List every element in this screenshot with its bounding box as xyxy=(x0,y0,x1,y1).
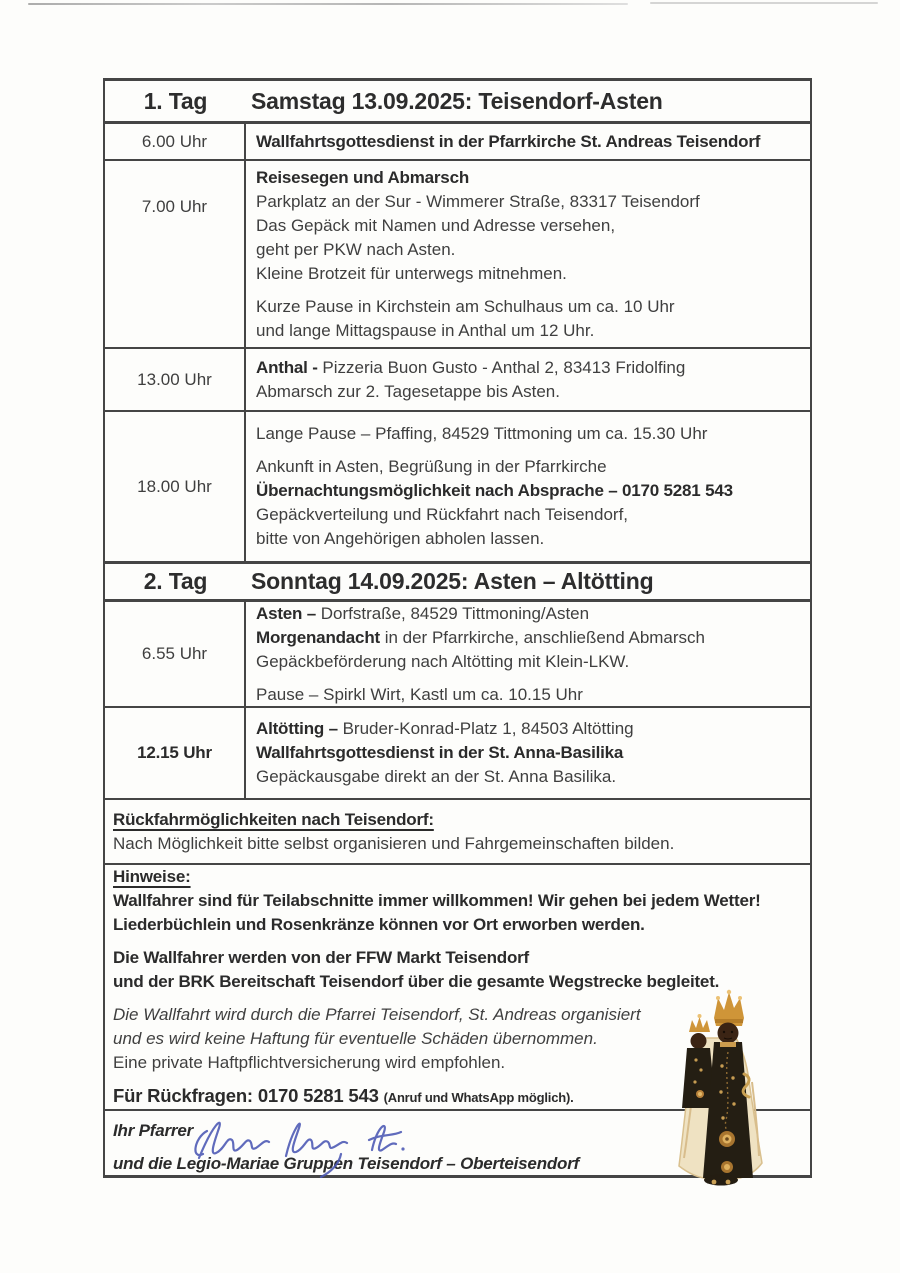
text-segment: Altötting – xyxy=(256,719,338,738)
text-segment: Morgenandacht xyxy=(256,627,380,647)
text-segment: Ihr Pfarrer xyxy=(113,1121,194,1140)
time-cell xyxy=(105,349,246,410)
section-text-line xyxy=(113,808,804,832)
paragraph xyxy=(256,356,804,404)
section-text-line xyxy=(113,946,804,970)
section-text-line xyxy=(113,832,804,856)
schedule-cell xyxy=(246,161,810,347)
text-segment: Die Wallfahrt wird durch die Pfarrei Teisendorf, St. Andreas organisiert xyxy=(113,1004,641,1024)
text-segment: Dorfstraße, 84529 Tittmoning/Asten xyxy=(316,603,590,623)
schedule-text-line xyxy=(256,765,804,789)
scan-artifact-line xyxy=(28,3,628,5)
day-number: 2. Tag xyxy=(143,568,208,594)
text-segment: Kleine Brotzeit für unterwegs mitnehmen. xyxy=(256,263,567,283)
day-header-row xyxy=(105,81,810,121)
time-label: 6.55 Uhr xyxy=(141,644,208,663)
paragraph xyxy=(256,717,804,789)
schedule-text-line xyxy=(256,527,804,551)
schedule-text-line xyxy=(256,130,804,154)
text-segment: Anthal - xyxy=(256,357,318,377)
time-cell xyxy=(105,161,246,347)
text-segment: Das Gepäck mit Namen und Adresse versehen, xyxy=(256,215,616,235)
time-cell xyxy=(105,412,246,561)
day-title: Samstag 13.09.2025: Teisendorf-Asten xyxy=(251,87,663,114)
black-madonna-statue-image xyxy=(672,986,770,1186)
schedule-text-line xyxy=(256,319,804,343)
section-row xyxy=(105,798,810,863)
time-label: 12.15 Uhr xyxy=(137,743,212,762)
schedule-text-line xyxy=(256,380,804,404)
text-segment: Wallfahrer sind für Teilabschnitte immer willkommen! Wir gehen bei jedem Wetter! xyxy=(113,890,761,910)
schedule-text-line xyxy=(256,650,804,674)
time-label: 18.00 Uhr xyxy=(137,476,212,496)
paragraph xyxy=(256,130,804,154)
paragraph xyxy=(113,865,804,937)
text-segment: Die Wallfahrer werden von der FFW Markt Teisendorf xyxy=(113,947,530,967)
day-title: Sonntag 14.09.2025: Asten – Altötting xyxy=(251,568,654,594)
schedule-cell xyxy=(246,124,810,159)
schedule-text-line xyxy=(256,479,804,503)
schedule-cell xyxy=(246,349,810,410)
text-segment: Parkplatz an der Sur - Wimmerer Straße, 83317 Teisendorf xyxy=(256,191,700,211)
text-segment: Bruder-Konrad-Platz 1, 84503 Altötting xyxy=(337,719,634,738)
text-segment: Abmarsch zur 2. Tagesetappe bis Asten. xyxy=(256,381,560,401)
time-label: 13.00 Uhr xyxy=(137,369,212,389)
schedule-text-line xyxy=(256,503,804,527)
schedule-text-line xyxy=(256,717,804,741)
text-segment: geht per PKW nach Asten. xyxy=(256,239,456,259)
text-segment: Rückfahrmöglichkeiten nach Teisendorf: xyxy=(113,809,434,829)
paragraph xyxy=(113,808,804,856)
scan-artifact-line xyxy=(650,2,878,4)
schedule-text-line xyxy=(256,214,804,238)
section-content xyxy=(105,800,810,863)
text-segment: Liederbüchlein und Rosenkränze können vor Ort erworben werden. xyxy=(113,914,645,934)
section-text-line xyxy=(113,865,804,889)
section-text-line xyxy=(113,889,804,913)
schedule-text-line xyxy=(256,190,804,214)
text-segment: bitte von Angehörigen abholen lassen. xyxy=(256,529,545,548)
text-segment: Wallfahrtsgottesdienst in der St. Anna-Basilika xyxy=(256,743,624,762)
text-segment: und es wird keine Haftung für eventuelle Schäden übernommen. xyxy=(113,1028,598,1048)
schedule-cell xyxy=(246,602,810,706)
paragraph xyxy=(256,295,804,343)
text-segment: Nach Möglichkeit bitte selbst organisieren und Fahrgemeinschaften bilden. xyxy=(113,833,675,853)
schedule-row xyxy=(105,706,810,798)
text-segment: Wallfahrtsgottesdienst in der Pfarrkirche St. Andreas Teisendorf xyxy=(256,131,761,151)
text-segment: Pizzeria Buon Gusto - Anthal 2, 83413 Fridolfing xyxy=(317,357,686,377)
schedule-text-line xyxy=(256,356,804,380)
text-segment: Übernachtungsmöglichkeit nach Absprache – 0170 5281 543 xyxy=(256,481,733,500)
text-segment: Reisesegen und Abmarsch xyxy=(256,167,470,187)
schedule-row xyxy=(105,599,810,706)
schedule-text-line xyxy=(256,602,804,626)
text-segment: Pause – Spirkl Wirt, Kastl um ca. 10.15 Uhr xyxy=(256,684,583,704)
text-segment: und der BRK Bereitschaft Teisendorf über die gesamte Wegstrecke begleitet. xyxy=(113,971,720,991)
schedule-row xyxy=(105,347,810,410)
paragraph xyxy=(256,422,804,446)
schedule-text-line xyxy=(256,626,804,650)
text-segment: Kurze Pause in Kirchstein am Schulhaus um ca. 10 Uhr xyxy=(256,296,675,316)
paragraph xyxy=(256,455,804,551)
paragraph xyxy=(256,683,804,707)
text-segment: Gepäckbeförderung nach Altötting mit Klein-LKW. xyxy=(256,651,630,671)
text-segment: Ankunft in Asten, Begrüßung in der Pfarrkirche xyxy=(256,457,607,476)
text-segment: Für Rückfragen: 0170 5281 543 xyxy=(113,1084,384,1106)
text-segment: Asten – xyxy=(256,603,317,623)
time-label: 7.00 Uhr xyxy=(141,197,208,216)
schedule-text-line xyxy=(256,166,804,190)
text-segment: und lange Mittagspause in Anthal um 12 Uhr. xyxy=(256,320,595,340)
text-segment: in der Pfarrkirche, anschließend Abmarsch xyxy=(379,627,706,647)
time-cell xyxy=(105,708,246,798)
schedule-text-line xyxy=(256,295,804,319)
text-segment: Eine private Haftpflichtversicherung wird empfohlen. xyxy=(113,1052,506,1072)
schedule-cell xyxy=(246,412,810,561)
schedule-row xyxy=(105,159,810,347)
schedule-text-line xyxy=(256,422,804,446)
schedule-text-line xyxy=(256,238,804,262)
paragraph xyxy=(256,166,804,286)
schedule-text-line xyxy=(256,262,804,286)
text-segment: Gepäckausgabe direkt an der St. Anna Basilika. xyxy=(256,767,617,786)
paragraph xyxy=(256,602,804,674)
text-segment: Gepäckverteilung und Rückfahrt nach Teisendorf, xyxy=(256,505,629,524)
time-cell xyxy=(105,124,246,159)
day-number: 1. Tag xyxy=(143,87,208,114)
schedule-text-line xyxy=(256,455,804,479)
schedule-text-line xyxy=(256,683,804,707)
section-text-line xyxy=(113,913,804,937)
time-cell xyxy=(105,602,246,706)
text-segment: (Anruf und WhatsApp möglich). xyxy=(383,1089,574,1105)
time-label: 6.00 Uhr xyxy=(141,131,208,151)
text-segment: und die Legio-Mariae Gruppen Teisendorf – Oberteisendorf xyxy=(113,1154,580,1173)
schedule-row xyxy=(105,121,810,159)
schedule-text-line xyxy=(256,741,804,765)
day-header-row xyxy=(105,561,810,599)
schedule-row xyxy=(105,410,810,561)
text-segment: Hinweise: xyxy=(113,866,191,886)
text-segment: Lange Pause – Pfaffing, 84529 Tittmoning um ca. 15.30 Uhr xyxy=(256,424,708,443)
schedule-cell xyxy=(246,708,810,798)
